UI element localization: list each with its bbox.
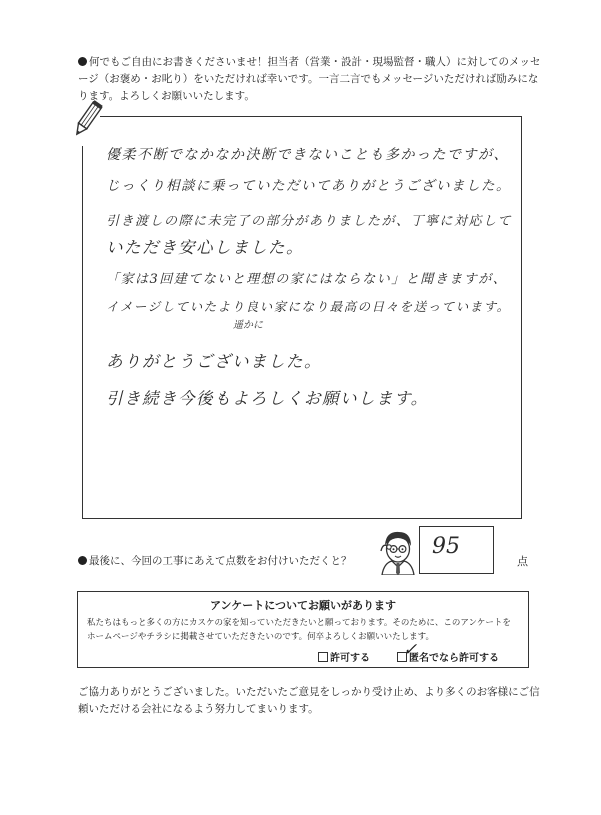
survey-body: 私たちはもっと多くの方にカスケの家を知っていただきたいと願っております。そのために、このアンケートをホームページやチラシに掲載させていただきたいのです。何卒よろしくお願いいたします。 [87, 618, 511, 642]
message-frame-bottom-border [82, 518, 522, 519]
anonymous-permit-check-mark: ✓ [403, 640, 418, 660]
score-question [78, 553, 352, 568]
message-frame-right-border [521, 116, 522, 519]
message-frame-top-border [100, 116, 522, 117]
message-line-8: 引き続き今後もよろしくお願いします。 [106, 389, 429, 408]
survey-title: アンケートについてお願いがあります [209, 599, 397, 612]
message-line-3: 引き渡しの際に未完了の部分がありましたが、丁寧に対応して [106, 214, 513, 229]
staff-avatar-icon [378, 529, 418, 575]
anonymous-permit-option-label: 匿名でなら許可する [409, 653, 499, 664]
message-line-6: イメージしていたより良い家になり最高の日々を送っています。 [106, 299, 511, 314]
message-insertion-note: 遥かに [233, 320, 263, 331]
score-value: 95 [432, 534, 460, 559]
message-line-4: いただき安心しました。 [106, 238, 304, 257]
message-line-5: 「家は3回建てないと理想の家にはならない」と聞きますが、 [106, 272, 508, 287]
permit-checkbox[interactable] [318, 652, 328, 662]
score-question-text: 最後に、今回の工事にあえて点数をお付けいただくと？ [89, 555, 352, 567]
message-line-7: ありがとうございました。 [106, 352, 322, 371]
pencil-icon [68, 100, 108, 140]
message-line-2: じっくり相談に乗っていただいてありがとうございました。 [106, 178, 511, 194]
permit-option-label: 許可する [330, 653, 370, 664]
permit-option[interactable] [318, 649, 370, 664]
closing-text: ご協力ありがとうございました。いただいたご意見をしっかり受け止め、より多くのお客様にご信頼いただける会社になるよう努力してまいります。 [78, 686, 540, 715]
message-frame-left-border [82, 146, 83, 519]
score-unit: 点 [517, 555, 528, 568]
message-line-1: 優柔不断でなかなか決断できないことも多かったですが、 [106, 147, 509, 163]
intro-text [78, 54, 548, 105]
bullet-icon [78, 556, 87, 565]
intro-bullet-text: 何でもご自由にお書きくださいませ！担当者（営業・設計・現場監督・職人）に対してのメッセージ（お褒め・お叱り）をいただければ幸いです。一言二言でもメッセージいただければ励みになります。よろしくお願いいたします。 [78, 56, 541, 102]
bullet-icon [78, 57, 87, 66]
